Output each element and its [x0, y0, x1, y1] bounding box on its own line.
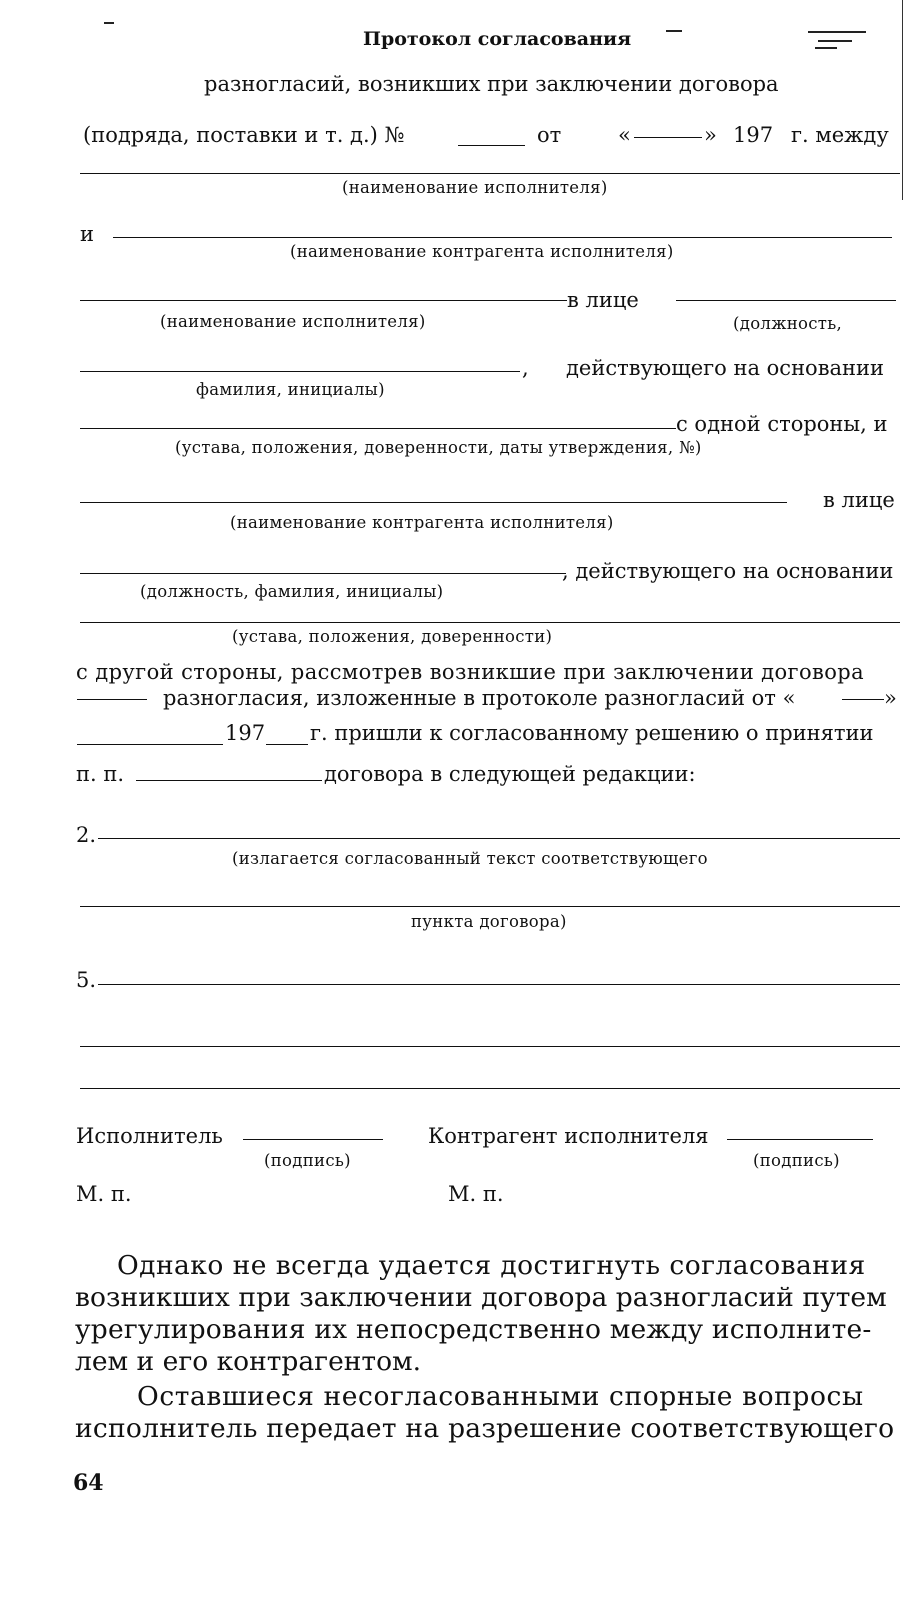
- document-subtitle: разногласий, возникших при заключении договора: [204, 72, 779, 96]
- paragraph-line-4: договора в следующей редакции:: [324, 762, 696, 786]
- prose-p1-line-2: возникших при заключении договора разногласий путем: [75, 1282, 887, 1313]
- counterparty-signature-line: [727, 1139, 873, 1140]
- caption-counterparty-name-2: (наименование контрагента исполнителя): [230, 513, 614, 532]
- year-label: 197: [733, 123, 774, 147]
- comma: ,: [522, 356, 529, 380]
- item-2-line-2: [80, 906, 900, 907]
- protocol-date-blank: [842, 699, 884, 700]
- quote-open: «: [618, 123, 631, 147]
- caption-position-surname: (должность, фамилия, инициалы): [140, 582, 444, 601]
- paragraph-line-3: г. пришли к согласованному решению о принятии: [310, 721, 874, 745]
- caption-clause: пункта договора): [411, 912, 567, 931]
- executor-name-line-2: [80, 300, 567, 301]
- acting-on-basis-label: действующего на основании: [566, 356, 885, 380]
- prose-p1-line-1: Однако не всегда удается достигнуть согласования: [117, 1250, 866, 1281]
- scan-speck: [808, 31, 866, 33]
- item-5-line-2: [80, 1046, 900, 1047]
- protocol-day-blank: [77, 744, 223, 745]
- caption-signature-2: (подпись): [753, 1151, 840, 1170]
- in-person-label: в лице: [567, 288, 639, 312]
- date-blank: [634, 137, 702, 138]
- basis-docs-line: [80, 428, 676, 429]
- caption-executor-name-2: (наименование исполнителя): [160, 312, 426, 331]
- clauses-blank: [136, 780, 322, 781]
- caption-position: (должность,: [733, 314, 843, 333]
- item-5-line-3: [80, 1088, 900, 1089]
- scan-edge-line: [902, 0, 903, 200]
- number-blank: [458, 145, 525, 146]
- from-label: от: [537, 123, 562, 147]
- document-title: Протокол согласования: [363, 28, 632, 50]
- contract-number-blank: [77, 699, 147, 700]
- caption-agreed-text: (излагается согласованный текст соответствующего: [232, 849, 708, 868]
- caption-basis-docs-2: (устава, положения, доверенности): [232, 627, 553, 646]
- basis-docs-line-2: [80, 622, 900, 623]
- scan-speck: [818, 40, 852, 42]
- prose-p2-line-1: Оставшиеся несогласованными спорные вопросы: [137, 1381, 864, 1412]
- counterparty-name-line-2: [80, 502, 787, 503]
- stamp-place-2: М. п.: [448, 1182, 504, 1206]
- paragraph-line-1: с другой стороны, рассмотрев возникшие при заключении договора: [76, 660, 865, 684]
- item-5-number: 5.: [76, 968, 97, 992]
- between-label: г. между: [791, 123, 889, 147]
- one-side-label: с одной стороны, и: [676, 412, 888, 436]
- quote-close: »: [704, 123, 717, 147]
- prose-p2-line-2: исполнитель передает на разрешение соответствующего: [75, 1413, 895, 1444]
- scan-speck: [104, 22, 114, 24]
- item-2-line: [98, 838, 900, 839]
- caption-basis-docs: (устава, положения, доверенности, даты утверждения, №): [175, 438, 702, 457]
- contract-type-label: (подряда, поставки и т. д.) №: [83, 123, 405, 147]
- protocol-year-blank: [266, 744, 308, 745]
- prose-p1-line-4: лем и его контрагентом.: [75, 1346, 422, 1377]
- and-label: и: [80, 222, 94, 246]
- item-5-line: [98, 984, 900, 985]
- paragraph-line-4-prefix: п. п.: [76, 762, 125, 786]
- caption-signature-1: (подпись): [264, 1151, 351, 1170]
- executor-label: Исполнитель: [76, 1124, 223, 1148]
- caption-surname: фамилия, инициалы): [196, 380, 385, 399]
- in-person-label-2: в лице: [823, 488, 895, 512]
- stamp-place-1: М. п.: [76, 1182, 132, 1206]
- executor-signature-line: [243, 1139, 383, 1140]
- position-surname-line: [80, 573, 566, 574]
- executor-name-line: [80, 173, 900, 174]
- paragraph-line-2: разногласия, изложенные в протоколе разногласий от «: [163, 686, 796, 710]
- scan-speck: [815, 47, 837, 49]
- page-number: 64: [73, 1470, 104, 1496]
- scan-speck: [666, 30, 682, 32]
- paragraph-year: 197: [225, 721, 266, 745]
- caption-executor-name: (наименование исполнителя): [342, 178, 608, 197]
- caption-counterparty-name: (наименование контрагента исполнителя): [290, 242, 674, 261]
- position-line: [676, 300, 896, 301]
- surname-line: [80, 371, 520, 372]
- prose-p1-line-3: урегулирования их непосредственно между исполните-: [75, 1314, 872, 1345]
- acting-on-basis-label-2: , действующего на основании: [562, 559, 894, 583]
- item-2-number: 2.: [76, 823, 97, 847]
- counterparty-name-line: [113, 237, 892, 238]
- paragraph-line-2-close: »: [884, 686, 897, 710]
- counterparty-label: Контрагент исполнителя: [428, 1124, 709, 1148]
